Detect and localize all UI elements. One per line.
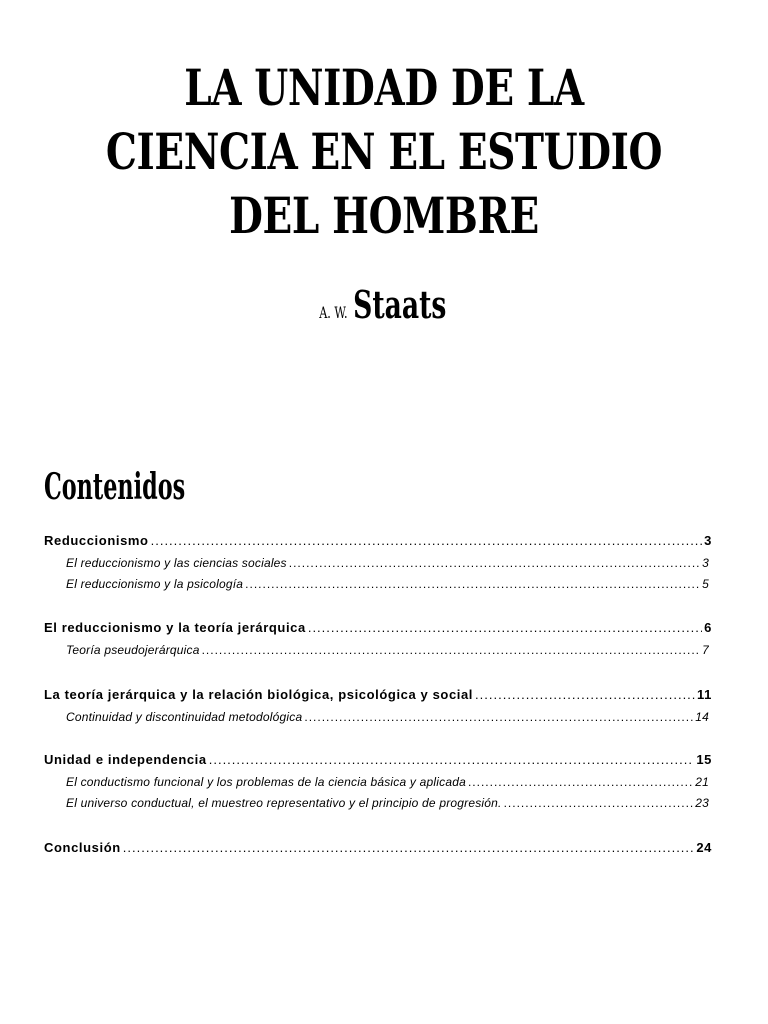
toc-leader — [308, 620, 702, 635]
toc-entry[interactable] — [66, 643, 709, 657]
title-line: CIENCIA EN EL ESTUDIO — [105, 122, 663, 181]
toc-entry[interactable] — [44, 752, 712, 767]
toc-entry[interactable] — [66, 710, 709, 724]
toc-entry-page: 5 — [702, 577, 709, 591]
toc-entry-label: El universo conductual, el muestreo representativo y el principio de progresión. — [66, 796, 502, 810]
toc-entry-label: Unidad e independencia — [44, 752, 207, 767]
toc-entry-label: El conductismo funcional y los problemas de la ciencia básica y aplicada — [66, 775, 466, 789]
toc-entry[interactable] — [66, 556, 709, 570]
toc-entry-label: Continuidad y discontinuidad metodológica — [66, 710, 303, 724]
toc-entry-page: 14 — [695, 710, 709, 724]
toc-leader — [475, 687, 695, 702]
toc-entry[interactable] — [44, 840, 712, 855]
toc-leader — [468, 775, 693, 789]
toc-entry[interactable] — [44, 687, 712, 702]
toc-entry-label: El reduccionismo y las ciencias sociales — [66, 556, 287, 570]
title-line: LA UNIDAD DE LA — [184, 58, 584, 117]
toc-leader — [289, 556, 700, 570]
toc-entry[interactable] — [44, 533, 712, 548]
toc-leader — [504, 796, 694, 810]
toc-entry-page: 11 — [697, 687, 712, 702]
author-line — [114, 282, 652, 327]
toc-leader — [245, 577, 700, 591]
author-surname: Staats — [353, 282, 447, 327]
toc-entry[interactable] — [66, 796, 709, 810]
toc-entry[interactable] — [44, 620, 712, 635]
toc-entry-label: El reduccionismo y la teoría jerárquica — [44, 620, 306, 635]
toc-entry-label: El reduccionismo y la psicología — [66, 577, 244, 591]
toc-entry[interactable] — [66, 577, 709, 591]
toc-leader — [151, 533, 703, 548]
toc-leader — [123, 840, 695, 855]
toc-entry-page: 21 — [695, 775, 709, 789]
toc-entry-label: Conclusión — [44, 840, 121, 855]
toc-entry-page: 3 — [704, 533, 712, 548]
contents-heading: Contenidos — [44, 466, 186, 508]
toc-entry-page: 15 — [696, 752, 712, 767]
document-title — [84, 56, 683, 248]
toc-entry-label: La teoría jerárquica y la relación biológica, psicológica y social — [44, 687, 474, 702]
toc-entry-label: Teoría pseudojerárquica — [66, 643, 200, 657]
title-line: DEL HOMBRE — [229, 186, 539, 245]
toc-entry-page: 24 — [696, 840, 712, 855]
toc-leader — [209, 752, 695, 767]
toc-entry-page: 7 — [702, 643, 709, 657]
toc-leader — [304, 710, 693, 724]
toc-entry-page: 3 — [702, 556, 709, 570]
toc-entry-page: 6 — [704, 620, 712, 635]
toc-entry-page: 23 — [695, 796, 709, 810]
author-initials: A. W. — [319, 303, 348, 322]
toc-entry[interactable] — [66, 775, 709, 789]
toc-leader — [202, 643, 701, 657]
toc-entry-label: Reduccionismo — [44, 533, 149, 548]
